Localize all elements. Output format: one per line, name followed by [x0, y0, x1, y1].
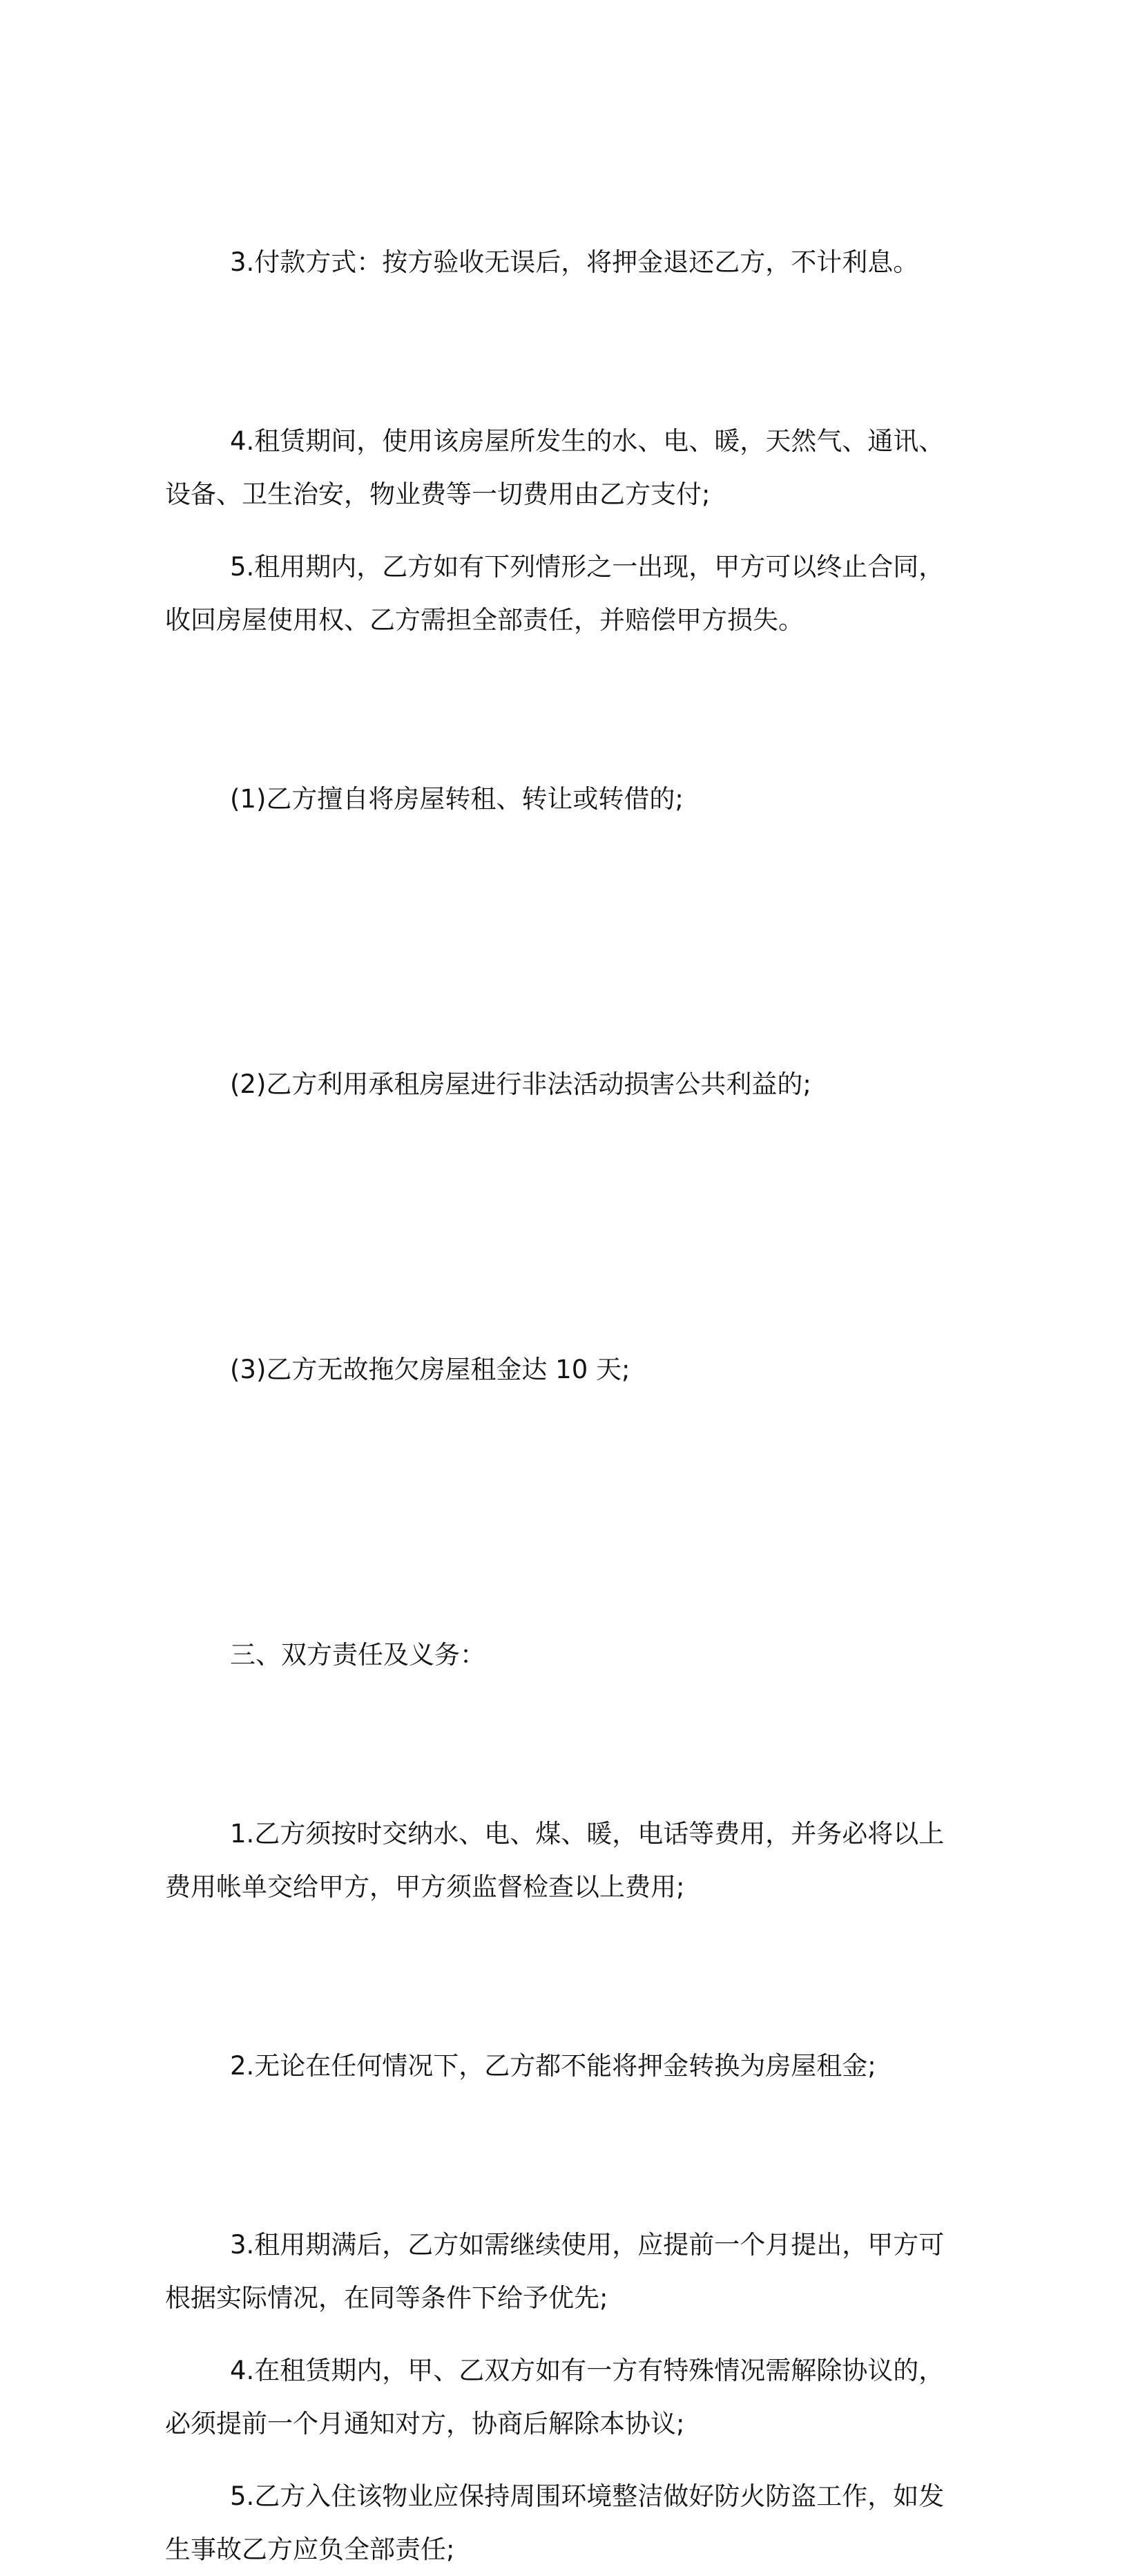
document-body [165, 129, 952, 2576]
paragraph-line: 3.租用期满后，乙方如需继续使用，应提前一个月提出，甲方可 [230, 2230, 945, 2260]
duty-utilities [165, 1807, 952, 1914]
section-heading-responsibilities [165, 1522, 952, 1788]
clause-lease-expenses [165, 414, 952, 521]
termination-item-2 [165, 951, 952, 1217]
paragraph-line: 5.乙方入住该物业应保持周围环境整洁做好防火防盗工作，如发 [230, 2481, 945, 2511]
section-heading: 三、双方责任及义务： [230, 1640, 485, 1670]
paragraph-line: 4.租赁期间，使用该房屋所发生的水、电、暖，天然气、通讯、 [230, 426, 945, 456]
clause-termination [165, 540, 952, 647]
paragraph-line: 3.付款方式：按方验收无误后，将押金退还乙方，不计利息。 [230, 247, 919, 277]
paragraph-line: 生事故乙方应负全部责任; [165, 2535, 455, 2564]
paragraph-line: 费用帐单交给甲方，甲方须监督检查以上费用; [165, 1872, 685, 1902]
duty-early-termination [165, 2344, 952, 2450]
termination-item-3 [165, 1237, 952, 1502]
paragraph-line: 4.在租赁期内，甲、乙双方如有一方有特殊情况需解除协议的， [230, 2356, 945, 2385]
duty-renewal [165, 2218, 952, 2325]
paragraph-line: (1)乙方擅自将房屋转租、转让或转借的; [230, 784, 684, 814]
paragraph-line: 设备、卫生治安，物业费等一切费用由乙方支付; [165, 479, 711, 509]
paragraph-line: (2)乙方利用承租房屋进行非法活动损害公共利益的; [230, 1069, 811, 1099]
duty-safety [165, 2470, 952, 2576]
termination-item-1 [165, 666, 952, 932]
clause-payment-method [165, 129, 952, 395]
paragraph-line: 必须提前一个月通知对方，协商后解除本协议; [165, 2409, 685, 2439]
paragraph-line: 根据实际情况，在同等条件下给予优先; [165, 2283, 608, 2313]
paragraph-line: (3)乙方无故拖欠房屋租金达 10 天; [230, 1355, 630, 1384]
paragraph-line: 1.乙方须按时交纳水、电、煤、暖，电话等费用，并务必将以上 [230, 1819, 945, 1849]
paragraph-line: 2.无论在任何情况下，乙方都不能将押金转换为房屋租金; [230, 2051, 876, 2081]
paragraph-line: 5.租用期内，乙方如有下列情形之一出现，甲方可以终止合同， [230, 552, 945, 582]
paragraph-line: 收回房屋使用权、乙方需担全部责任，并赔偿甲方损失。 [165, 605, 804, 635]
duty-deposit [165, 1933, 952, 2199]
